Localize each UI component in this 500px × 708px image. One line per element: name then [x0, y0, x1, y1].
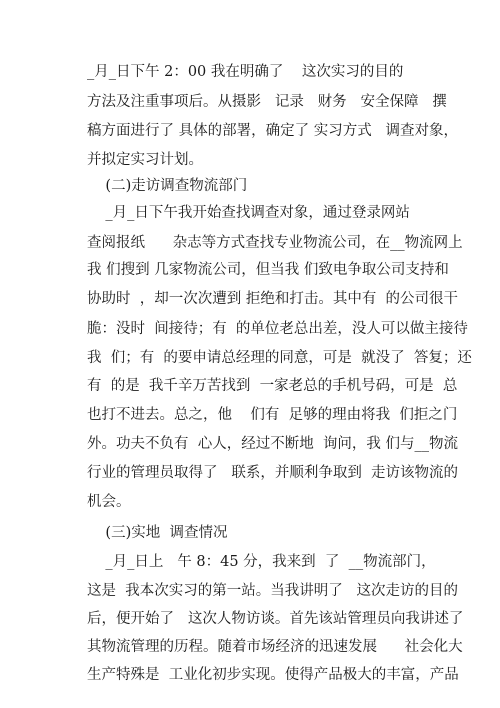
text-line: _月_日上 午 8：45 分，我来到 了 __物流部门，: [87, 554, 436, 570]
text-line: 查阅报纸 杂志等方式查找专业物流公司，在__物流网上: [87, 235, 463, 251]
text-line: 我 们；有 的要申请总经理的同意，可是 就没了 答复；还: [87, 350, 472, 366]
text-line: 协助时 ，却一次次遭到 拒绝和打击。其中有 的公司很干: [87, 291, 459, 307]
text-line: 我 们搜到 几家物流公司，但当我 们致电争取公司支持和: [87, 262, 449, 278]
text-line: _月_日下午我开始查找调查对象，通过登录网站: [87, 205, 410, 221]
text-line: 也打不进去。总之，他 们有 足够的理由将我 们拒之门: [87, 407, 458, 423]
text-line: 这是 我本次实习的第一站。当我讲明了 这次走访的目的: [87, 583, 459, 599]
text-line: 行业的管理员取得了 联系，并顺利争取到 走访该物流的: [87, 465, 459, 481]
section-heading: (二)走访调查物流部门: [87, 178, 248, 194]
text-line: 生产特殊是 工业化初步实现。使得产品极大的丰富，产品: [87, 667, 459, 683]
section-heading: (三)实地 调查情况: [87, 525, 228, 541]
text-line: 外。功夫不负有 心人，经过不断地 询问，我 们与__物流: [87, 436, 459, 452]
text-line: _月_日下午 2：00 我在明确了 这次实习的目的: [87, 64, 404, 80]
text-line: 其物流管理的历程。随着市场经济的迅速发展 社会化大: [87, 639, 463, 655]
text-line: 后，便开始了 这次人物访谈。首先该站管理员向我讲述了: [87, 611, 464, 627]
text-line: 机会。: [87, 494, 131, 510]
text-line: 方法及注重事项后。从摄影 记录 财务 安全保障 撰: [87, 94, 447, 110]
text-line: 并拟定实习计划。: [87, 152, 203, 168]
text-line: 有 的是 我千辛万苦找到 一家老总的手机号码，可是 总: [87, 378, 458, 394]
text-line: 脆：没时 间接待；有 的单位老总出差，没人可以做主接待: [87, 321, 468, 337]
text-line: 稿方面进行了 具体的部署，确定了 实习方式 调查对象，: [87, 123, 459, 139]
